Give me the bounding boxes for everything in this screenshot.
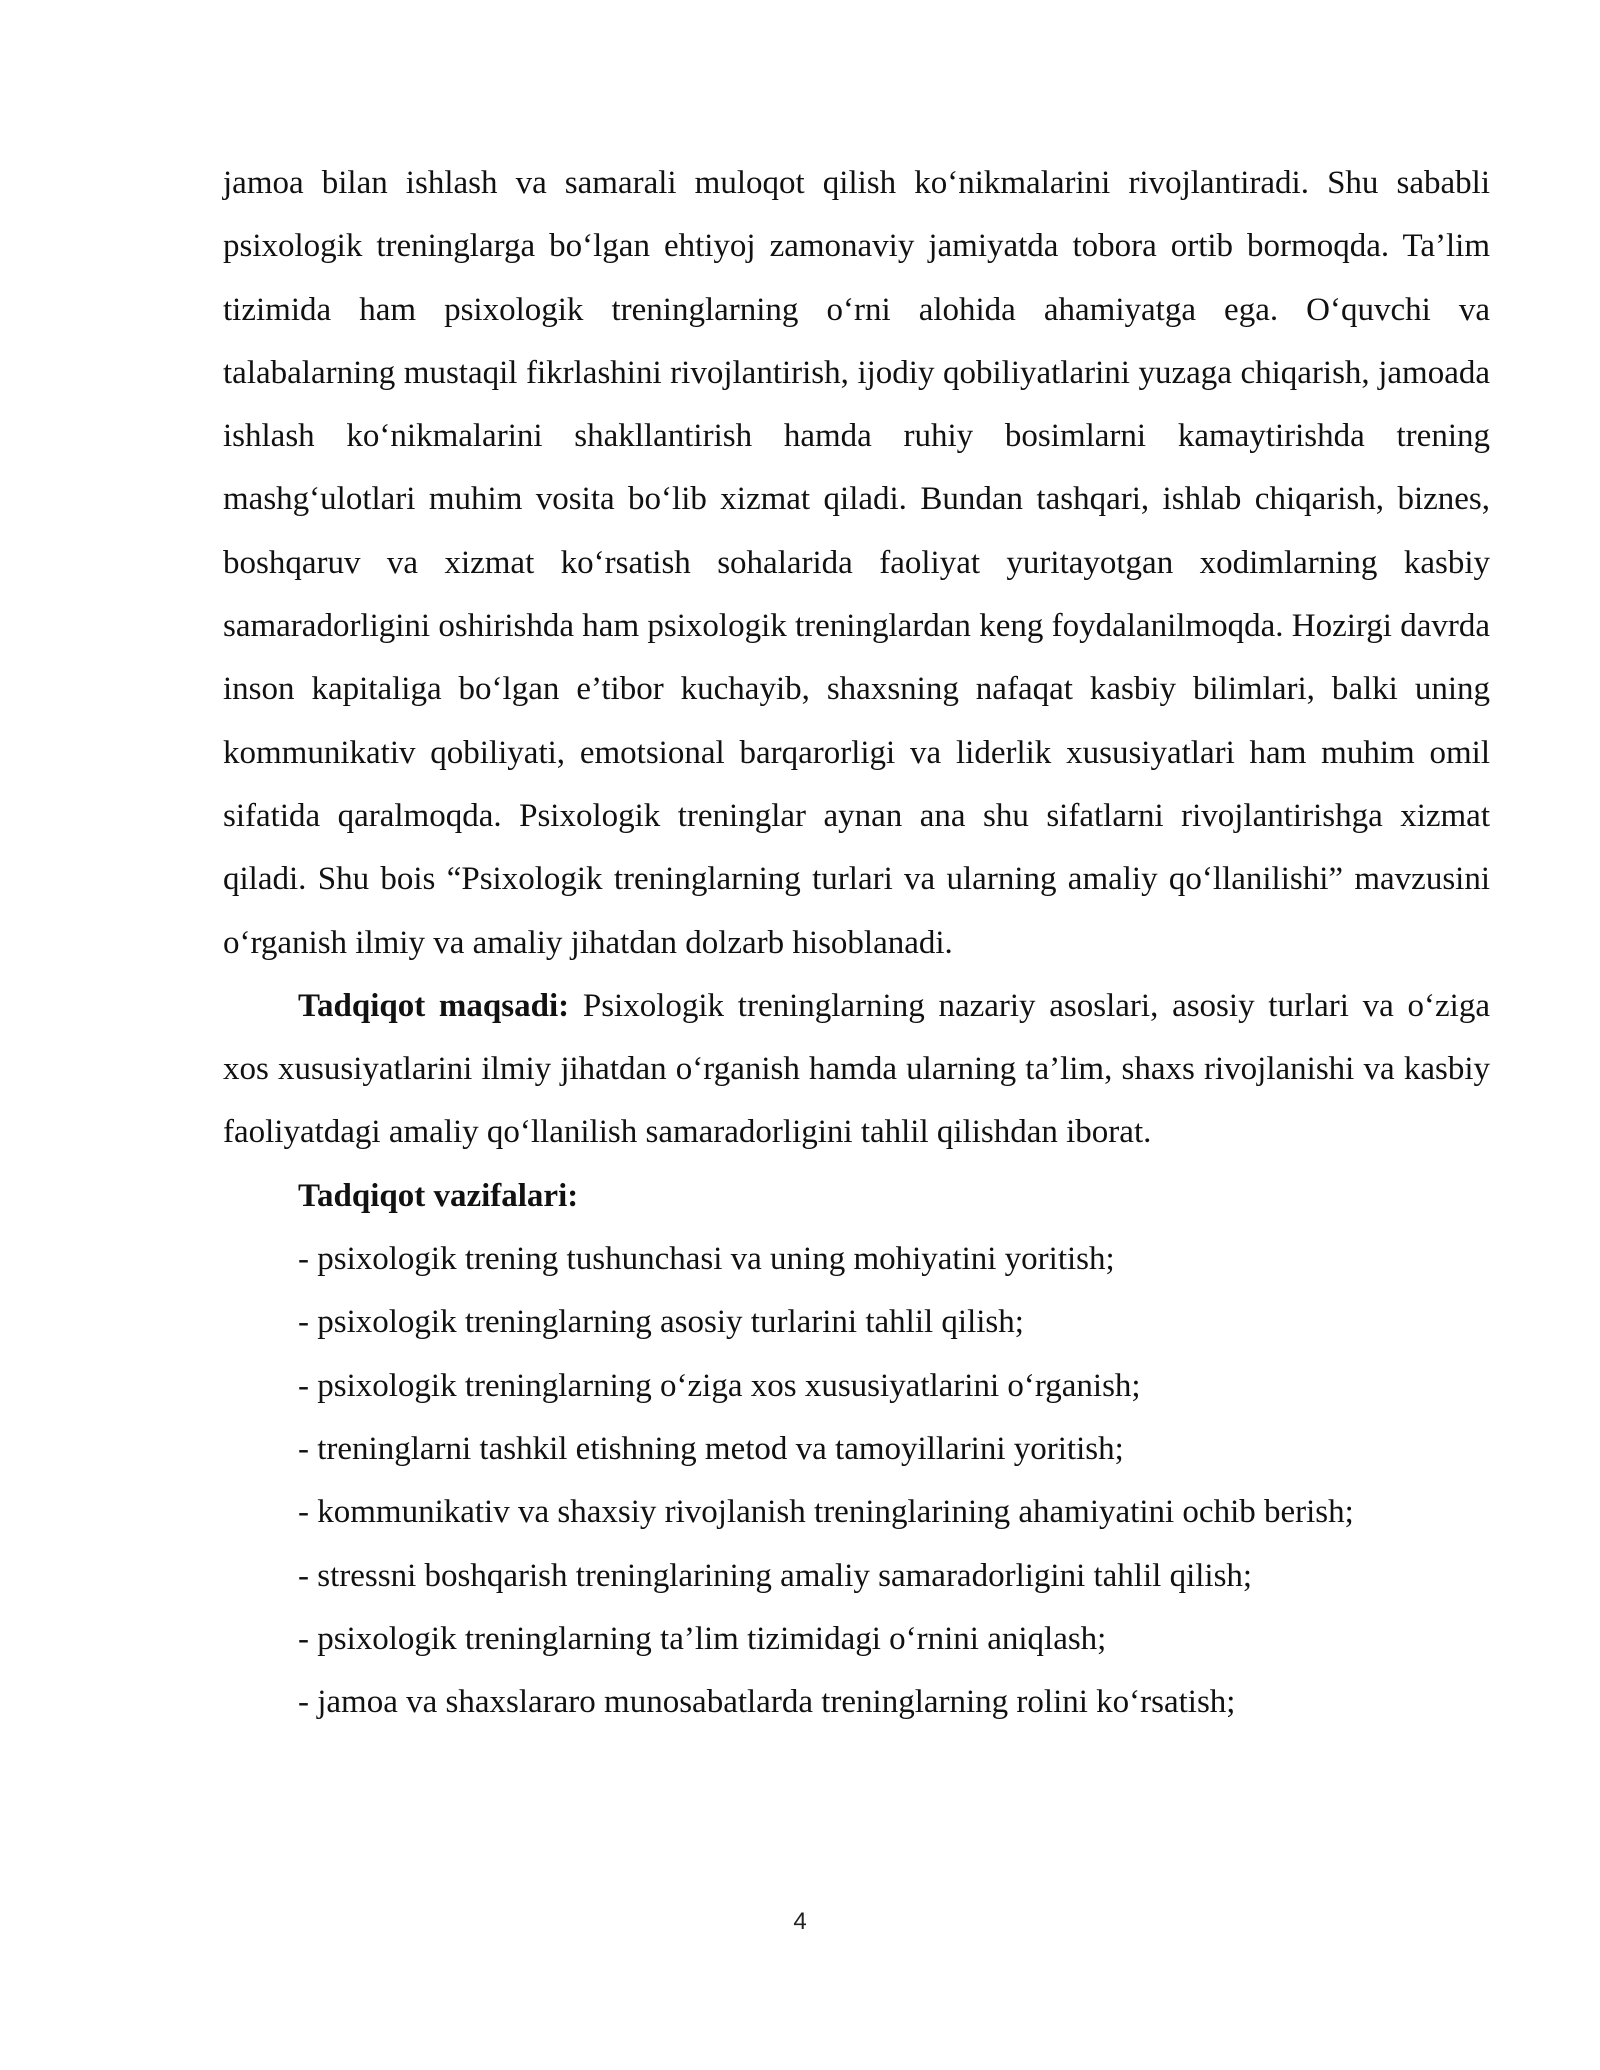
purpose-paragraph: [223, 975, 1490, 1165]
list-item: - kommunikativ va shaxsiy rivojlanish treninglarining ahamiyatini ochib berish;: [298, 1494, 1354, 1531]
page-number: 4: [793, 1908, 807, 1935]
list-item: - psixologik treninglarning ta’lim tizimidagi o‘rnini aniqlash;: [298, 1620, 1107, 1657]
list-item: - treninglarni tashkil etishning metod va tamoyillarini yoritish;: [298, 1430, 1124, 1467]
list-item: - stressni boshqarish treninglarining amaliy samaradorligini tahlil qilish;: [298, 1557, 1253, 1594]
purpose-label: Tadqiqot maqsadi:: [298, 987, 570, 1024]
intro-paragraph: jamoa bilan ishlash va samarali muloqot qilish ko‘nikmalarini rivojlantiradi. Shu sababli psixologik treninglarga bo‘lgan ehtiyoj zamonaviy jamiyatda tobora ortib bormoqda. Ta’lim tizimida ham psixologik treninglarning o‘rni alohida ahamiyatga ega. O‘quvchi va talabalarning mustaqil fikrlashini rivojlantirish, ijodiy qobiliyatlarini yuzaga chiqarish, jamoada ishlash ko‘nikmalarini shakllantirish hamda ruhiy bosimlarni kamaytirishda trening mashg‘ulotlari muhim vosita bo‘lib xizmat qiladi. Bundan tashqari, ishlab chiqarish, biznes, boshqaruv va xizmat ko‘rsatish sohalarida faoliyat yuritayotgan xodimlarning kasbiy samaradorligini oshirishda ham psixologik treninglardan keng foydalanilmoqda. Hozirgi davrda inson kapitaliga bo‘lgan e’tibor kuchayib, shaxsning nafaqat kasbiy bilimlari, balki uning kommunikativ qobiliyati, emotsional barqarorligi va liderlik xususiyatlari ham muhim omil sifatida qaralmoqda. Psixologik treninglar aynan ana shu sifatlarni rivojlantirishga xizmat qiladi. Shu bois “Psixologik treninglarning turlari va ularning amaliy qo‘llanilishi” mavzusini o‘rganish ilmiy va amaliy jihatdan dolzarb hisoblanadi.: [223, 165, 1490, 961]
document-body: [223, 152, 1490, 1734]
tasks-heading: Tadqiqot vazifalari:: [298, 1177, 579, 1214]
list-item: - jamoa va shaxslararo munosabatlarda treninglarning rolini ko‘rsatish;: [298, 1684, 1236, 1721]
purpose-text: Psixologik treninglarning nazariy asoslari, asosiy turlari va o‘ziga xos xususiyatlarini ilmiy jihatdan o‘rganish hamda ularning ta’lim, shaxs rivojlanishi va kasbiy faoliyatdagi amaliy qo‘llanilish samaradorligini tahlil qilishdan iborat.: [223, 987, 1490, 1151]
list-item: - psixologik treninglarning asosiy turlarini tahlil qilish;: [298, 1304, 1024, 1341]
list-item: - psixologik treninglarning o‘ziga xos xususiyatlarini o‘rganish;: [298, 1367, 1141, 1404]
tasks-list: [223, 1228, 1490, 1734]
list-item: - psixologik trening tushunchasi va uning mohiyatini yoritish;: [298, 1241, 1115, 1278]
